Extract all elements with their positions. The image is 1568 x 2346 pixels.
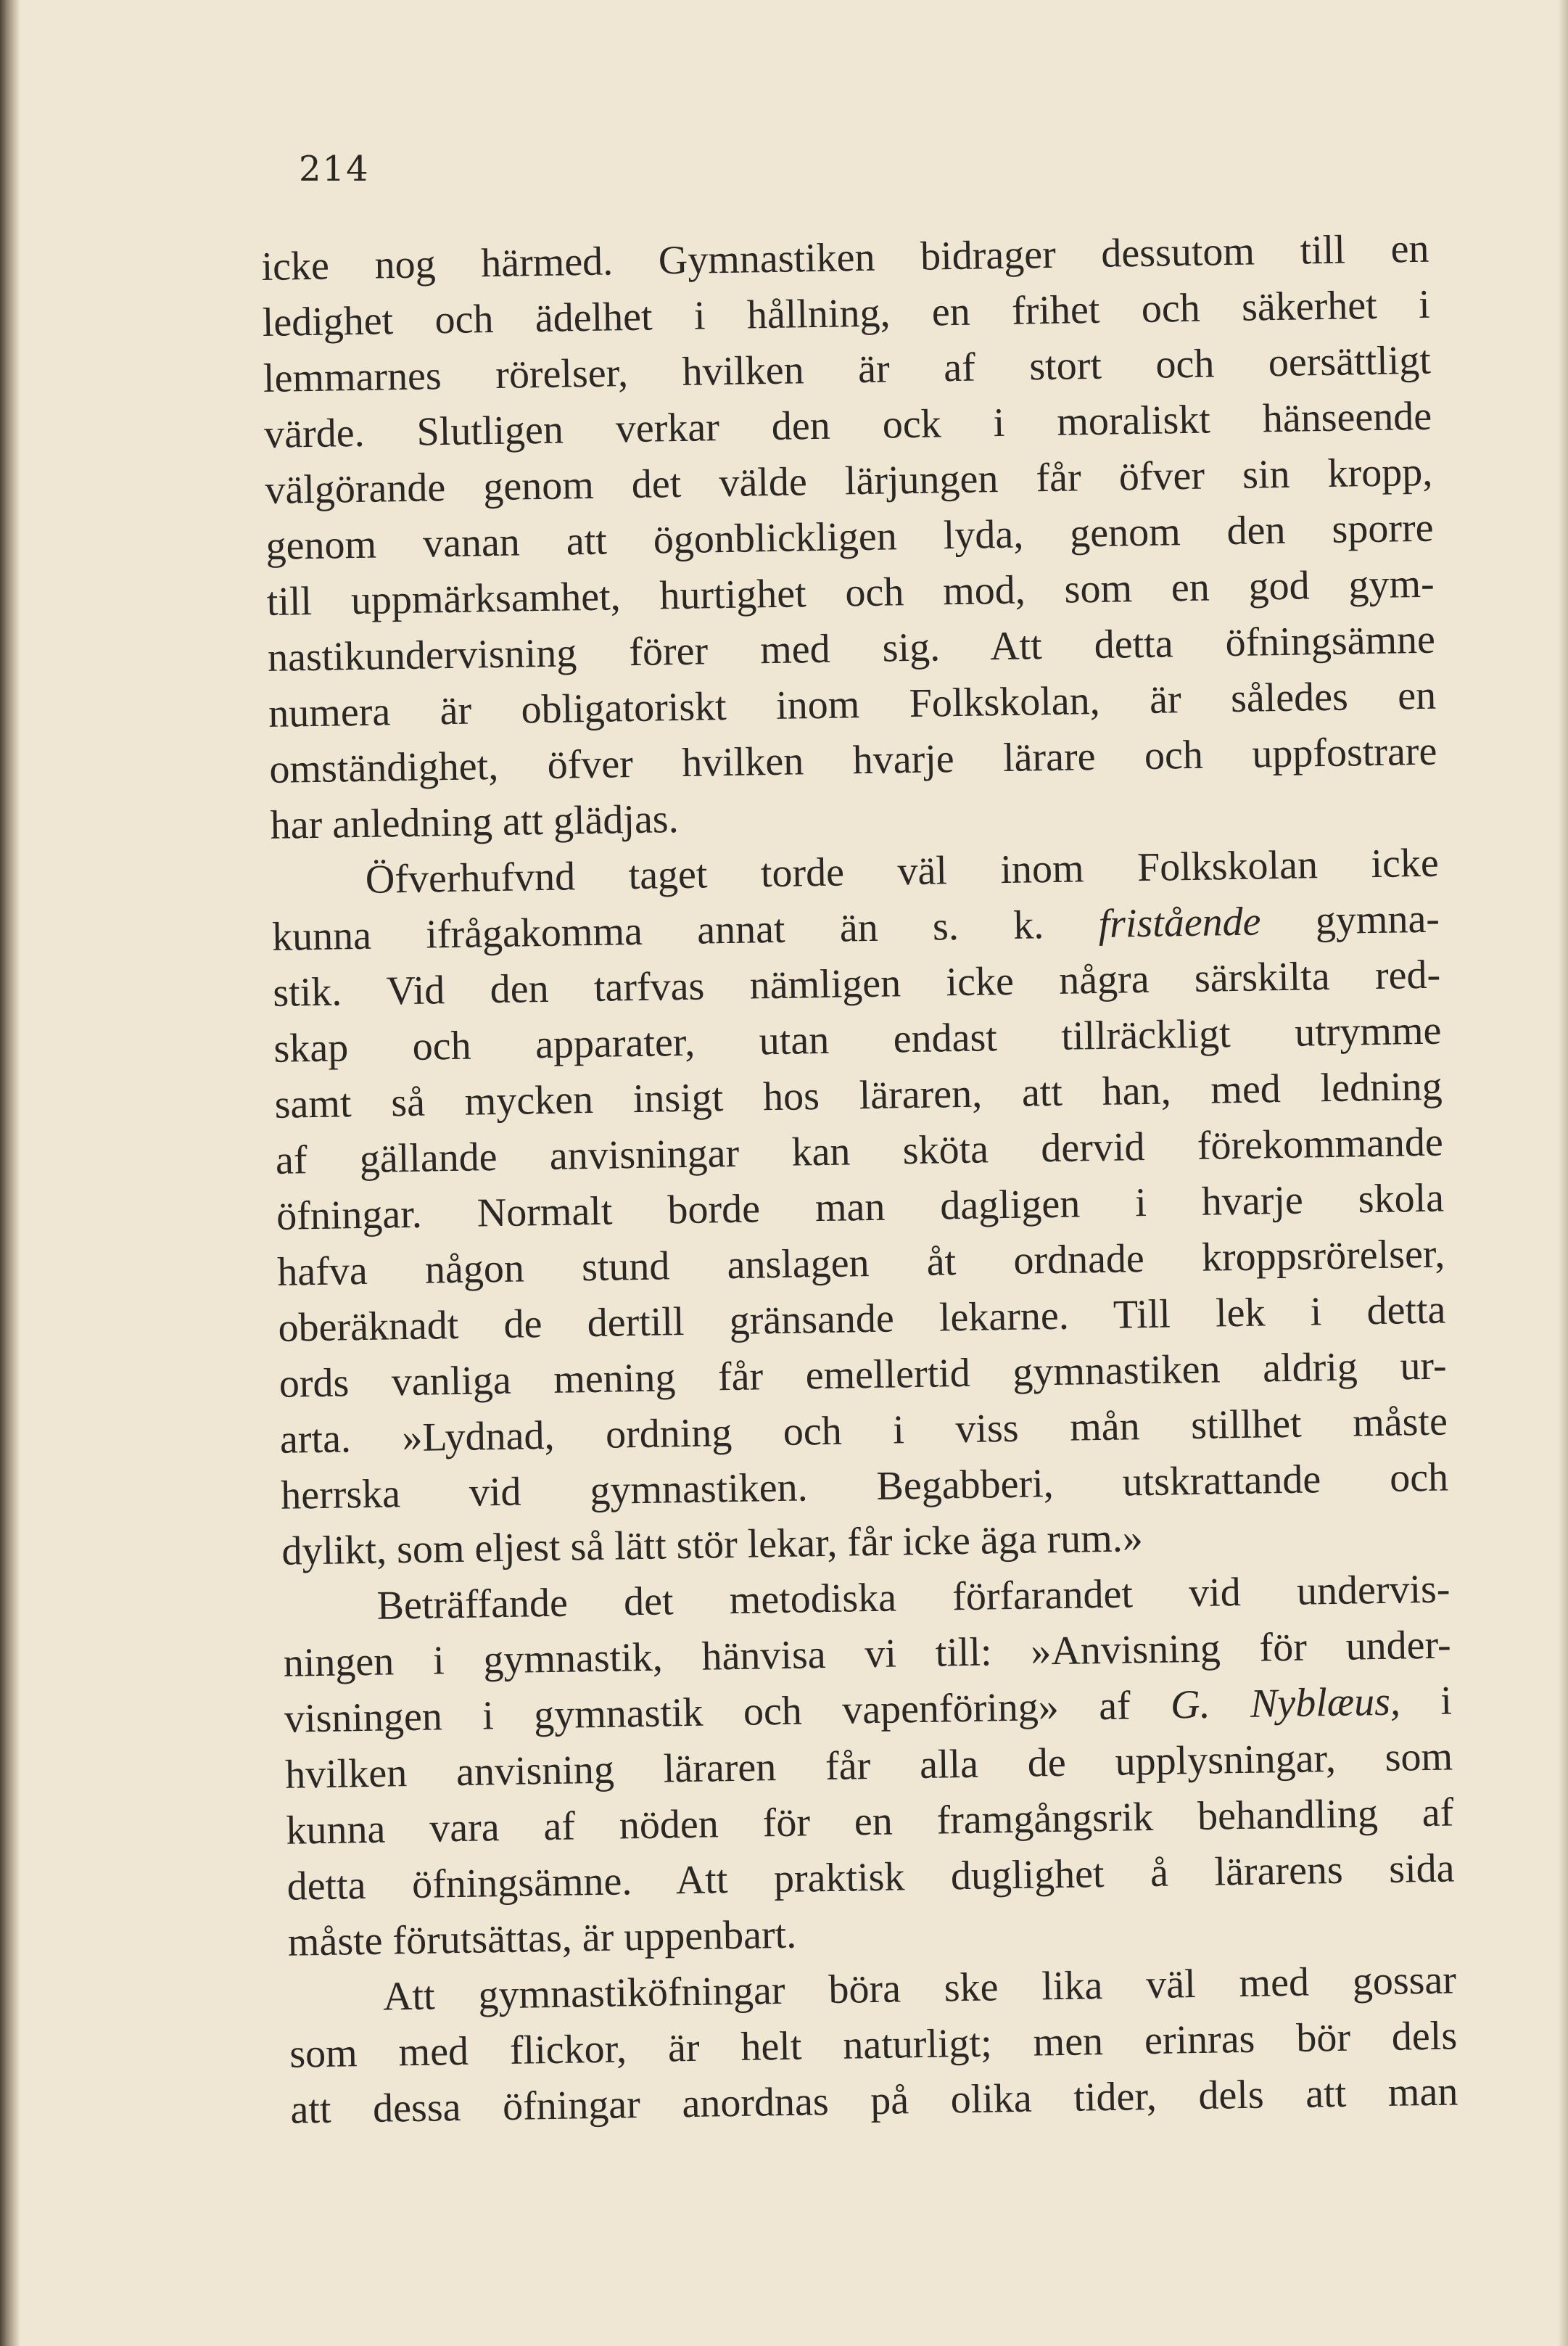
text-segment: kunna ifrågakomma annat än s. k. bbox=[271, 901, 1099, 960]
page-edge bbox=[1558, 0, 1568, 2346]
text-segment: till uppmärksamhet, hurtighet och mod, som en god gym- bbox=[266, 561, 1435, 625]
text-segment: genom vanan att ögonblickligen lyda, genom den sporre bbox=[265, 505, 1434, 569]
text-segment: visningen i gymnastik och vapenföring» af bbox=[284, 1682, 1171, 1742]
text-segment: måste förutsättas, är uppenbart. bbox=[287, 1911, 797, 1965]
text-segment: hvilken anvisning läraren får alla de upplysningar, som bbox=[284, 1734, 1453, 1798]
body-text bbox=[261, 221, 1458, 2139]
page-number: 214 bbox=[299, 149, 370, 189]
text-segment: lemmarnes rörelser, hvilken är af stort och oersättligt bbox=[263, 337, 1432, 401]
text-segment: skap och apparater, utan endast tillräckligt utrymme bbox=[273, 1008, 1442, 1071]
text-segment: Öfverhufvnd taget torde väl inom Folkskolan icke bbox=[365, 840, 1440, 902]
text-segment: icke nog härmed. Gymnastiken bidrager dessutom till en bbox=[261, 226, 1429, 289]
text-segment: Att gymnastiköfningar böra ske lika väl med gossar bbox=[382, 1957, 1457, 2020]
text-segment: i bbox=[1400, 1678, 1453, 1724]
text-segment: omständighet, öfver hvilken hvarje lärare och uppfostrare bbox=[268, 728, 1437, 792]
text-segment: har anledning att glädjas. bbox=[270, 797, 680, 848]
text-segment: gymna- bbox=[1260, 896, 1440, 944]
text-segment: stik. Vid den tarfvas nämligen icke några särskilta red- bbox=[272, 952, 1441, 1016]
text-segment: Beträffande det metodiska förfarandet vid undervis- bbox=[376, 1566, 1451, 1629]
text-segment: att dessa öfningar anordnas på olika tider, dels att man bbox=[290, 2069, 1458, 2133]
text-segment: ords vanliga mening får emellertid gymnastiken aldrig ur- bbox=[278, 1343, 1448, 1407]
text-segment: som med flickor, är helt naturligt; men erinras bör dels bbox=[289, 2013, 1458, 2077]
text-segment: ledighet och ädelhet i hållning, en frihet och säkerhet i bbox=[262, 281, 1431, 345]
text-segment: arta. »Lydnad, ordning och i viss mån stillhet måste bbox=[279, 1399, 1448, 1462]
text-segment: värde. Slutligen verkar den ock i moraliskt hänseende bbox=[263, 393, 1432, 457]
text-segment: ningen i gymnastik, hänvisa vi till: »Anvisning för under- bbox=[283, 1622, 1452, 1686]
text-segment: detta öfningsämne. Att praktisk duglighet å lärarens sida bbox=[286, 1845, 1455, 1909]
text-segment: numera är obligatoriskt inom Folkskolan, är således en bbox=[268, 672, 1437, 736]
text-segment: kunna vara af nöden för en framgångsrik behandling af bbox=[285, 1790, 1454, 1853]
italic-text: G. Nyblæus, bbox=[1170, 1679, 1401, 1728]
binding-shadow bbox=[0, 0, 20, 2346]
text-segment: hafva någon stund anslagen åt ordnade kroppsrörelser, bbox=[276, 1231, 1445, 1295]
text-segment: öfningar. Normalt borde man dagligen i hvarje skola bbox=[276, 1175, 1445, 1239]
text-segment: dylikt, som eljest så lätt stör lekar, får icke äga rum.» bbox=[281, 1515, 1144, 1574]
text-segment: välgörande genom det välde lärjungen får öfver sin kropp, bbox=[264, 449, 1433, 513]
text-segment: af gällande anvisningar kan sköta dervid förekommande bbox=[275, 1119, 1444, 1183]
text-segment: herrska vid gymnastiken. Begabberi, utskrattande och bbox=[280, 1454, 1449, 1518]
italic-text: fristående bbox=[1098, 899, 1261, 947]
text-segment: nastikundervisning förer med sig. Att detta öfningsämne bbox=[267, 617, 1436, 680]
text-segment: oberäknadt de dertill gränsande lekarne. Till lek i detta bbox=[278, 1287, 1446, 1351]
text-segment: samt så mycken insigt hos läraren, att han, med ledning bbox=[274, 1063, 1443, 1127]
